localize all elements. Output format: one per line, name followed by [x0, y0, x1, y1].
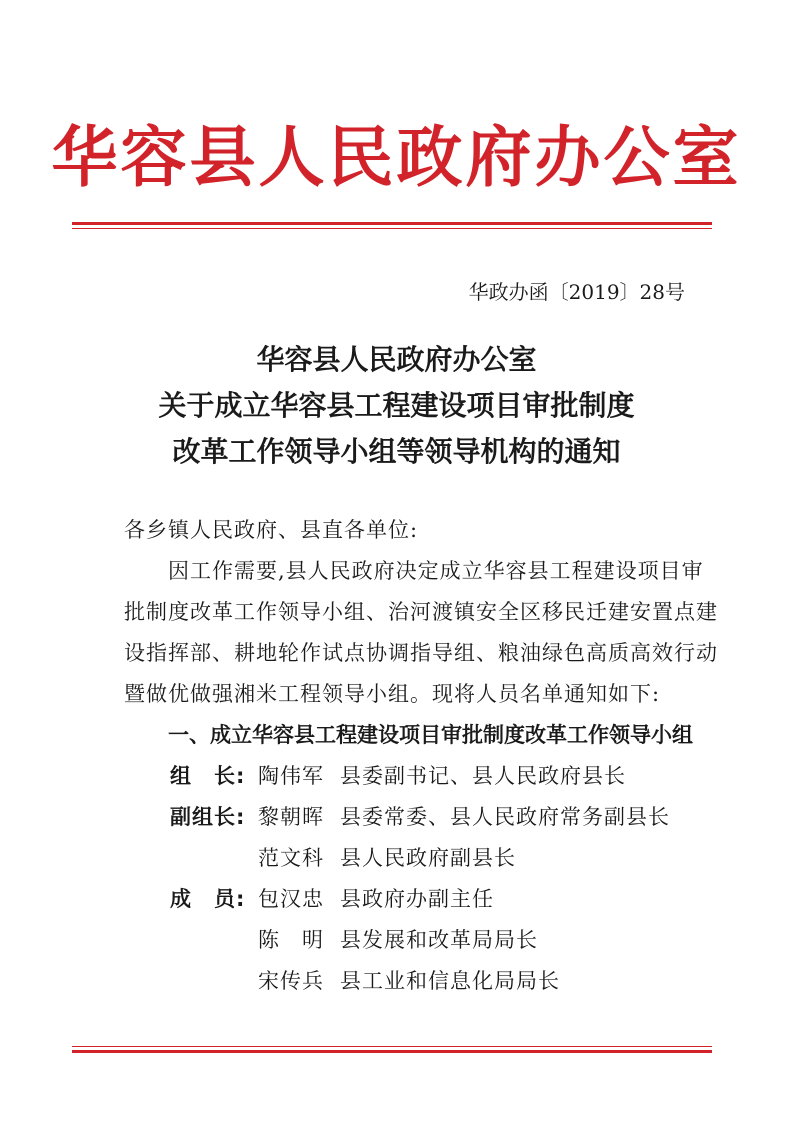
roster-role: 副组长: — [170, 805, 246, 829]
roster-name: 包汉忠 — [258, 887, 324, 911]
roster-name: 黎朝晖 — [258, 805, 324, 829]
masthead-rule-thin — [72, 228, 712, 229]
roster-name: 陈 明 — [258, 928, 324, 952]
roster-title: 县政府办副主任 — [340, 887, 494, 911]
footer-rule-thick — [72, 1050, 712, 1053]
section-1-heading: 一、成立华容县工程建设项目审批制度改革工作领导小组 — [168, 723, 693, 747]
body-line-4: 暨做优做强湘米工程领导小组。现将人员名单通知如下: — [124, 682, 661, 706]
document-number: 华政办函〔2019〕28号 — [468, 280, 685, 304]
roster-name: 陶伟军 — [258, 764, 324, 788]
title-line-2: 关于成立华容县工程建设项目审批制度 — [158, 389, 635, 422]
title-line-3: 改革工作领导小组等领导机构的通知 — [172, 435, 621, 468]
footer-rule-thin — [72, 1046, 712, 1047]
roster-title: 县人民政府副县长 — [340, 846, 516, 870]
title-line-1: 华容县人民政府办公室 — [256, 343, 537, 376]
masthead-rule-thick — [72, 222, 712, 225]
masthead-title: 华容县人民政府办公室 — [51, 118, 742, 196]
roster-role: 成 员: — [170, 887, 246, 911]
body-line-1: 因工作需要,县人民政府决定成立华容县工程建设项目审 — [168, 559, 704, 583]
roster-name: 范文科 — [258, 846, 324, 870]
roster-role: 组 长: — [170, 764, 246, 788]
roster-name: 宋传兵 — [258, 969, 324, 993]
roster-title: 县委副书记、县人民政府县长 — [340, 764, 626, 788]
body-line-2: 批制度改革工作领导小组、治河渡镇安全区移民迁建安置点建 — [124, 600, 718, 624]
roster-title: 县工业和信息化局局长 — [340, 969, 560, 993]
roster-title: 县发展和改革局局长 — [340, 928, 538, 952]
salutation: 各乡镇人民政府、县直各单位: — [124, 518, 419, 542]
body-line-3: 设指挥部、耕地轮作试点协调指导组、粮油绿色高质高效行动 — [124, 641, 718, 665]
roster-title: 县委常委、县人民政府常务副县长 — [340, 805, 670, 829]
